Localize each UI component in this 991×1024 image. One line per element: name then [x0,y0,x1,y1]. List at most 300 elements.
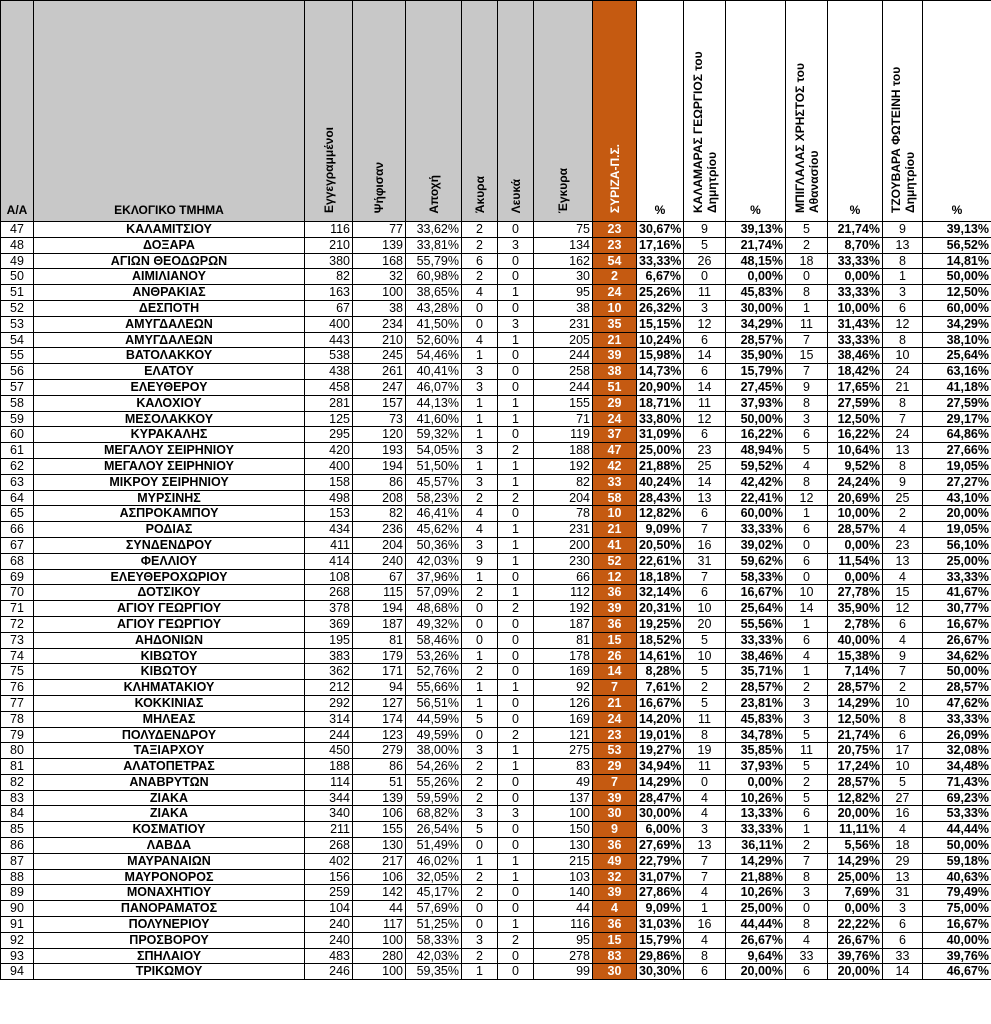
row-apoxi: 38,00% [406,743,462,759]
row-apoxi: 59,32% [406,427,462,443]
row-syriza-pct: 14,61% [637,648,684,664]
table-row [1,869,991,885]
row-cand2-pct: 17,24% [828,759,883,775]
row-leuka: 1 [498,743,534,759]
row-cand2-pct: 8,70% [828,237,883,253]
row-egkyra: 82 [534,474,593,490]
row-eggegrammenoi: 268 [305,585,353,601]
row-cand1: 9 [684,222,726,238]
row-cand3: 1 [883,269,923,285]
row-akyra: 1 [462,569,498,585]
row-apoxi: 52,76% [406,664,462,680]
row-aa: 71 [1,601,34,617]
table-row [1,253,991,269]
row-tmima: ΜΕΓΑΛΟΥ ΣΕΙΡΗΝΙΟΥ [34,458,305,474]
row-syriza: 15 [593,632,637,648]
row-cand2-pct: 12,50% [828,411,883,427]
row-cand2: 0 [786,569,828,585]
row-cand3: 6 [883,917,923,933]
row-eggegrammenoi: 314 [305,711,353,727]
row-aa: 56 [1,364,34,380]
row-leuka: 0 [498,822,534,838]
row-cand1-pct: 14,29% [726,853,786,869]
row-cand2: 3 [786,885,828,901]
row-leuka: 0 [498,427,534,443]
row-leuka: 0 [498,222,534,238]
row-syriza-pct: 8,28% [637,664,684,680]
row-syriza-pct: 31,07% [637,869,684,885]
row-leuka: 1 [498,537,534,553]
row-cand2: 33 [786,948,828,964]
row-cand3: 21 [883,379,923,395]
row-cand1-pct: 34,29% [726,316,786,332]
row-syriza-pct: 19,25% [637,616,684,632]
row-cand3-pct: 27,27% [923,474,991,490]
row-aa: 94 [1,964,34,980]
row-cand2: 2 [786,774,828,790]
row-syriza-pct: 20,50% [637,537,684,553]
row-apoxi: 44,13% [406,395,462,411]
row-cand1-pct: 48,94% [726,443,786,459]
row-aa: 76 [1,680,34,696]
row-akyra: 2 [462,774,498,790]
table-row [1,601,991,617]
row-akyra: 2 [462,585,498,601]
row-egkyra: 49 [534,774,593,790]
row-aa: 85 [1,822,34,838]
row-eggegrammenoi: 125 [305,411,353,427]
row-apoxi: 59,59% [406,790,462,806]
row-egkyra: 192 [534,601,593,617]
row-cand2: 6 [786,632,828,648]
row-apoxi: 54,46% [406,348,462,364]
row-cand3-pct: 41,67% [923,585,991,601]
row-eggegrammenoi: 246 [305,964,353,980]
row-cand2-pct: 7,14% [828,664,883,680]
row-cand1-pct: 59,52% [726,458,786,474]
row-tmima: ΖΙΑΚΑ [34,790,305,806]
row-cand1-pct: 35,85% [726,743,786,759]
row-cand3-pct: 25,64% [923,348,991,364]
row-apoxi: 68,82% [406,806,462,822]
row-tmima: ΑΝΑΒΡΥΤΩΝ [34,774,305,790]
row-syriza: 51 [593,379,637,395]
row-eggegrammenoi: 402 [305,853,353,869]
row-cand2-pct: 10,00% [828,300,883,316]
row-cand2: 8 [786,285,828,301]
row-cand1-pct: 37,93% [726,759,786,775]
row-syriza-pct: 18,18% [637,569,684,585]
row-syriza-pct: 32,14% [637,585,684,601]
row-aa: 82 [1,774,34,790]
row-cand1-pct: 23,81% [726,695,786,711]
row-eggegrammenoi: 362 [305,664,353,680]
row-egkyra: 100 [534,806,593,822]
row-cand2: 4 [786,648,828,664]
row-cand2: 11 [786,743,828,759]
row-cand3: 8 [883,332,923,348]
row-cand1: 4 [684,932,726,948]
row-aa: 52 [1,300,34,316]
header-psifisan: Ψήφισαν [353,1,406,222]
row-cand3-pct: 69,23% [923,790,991,806]
row-syriza: 24 [593,285,637,301]
row-cand1-pct: 37,93% [726,395,786,411]
row-psifisan: 261 [353,364,406,380]
row-syriza: 58 [593,490,637,506]
row-tmima: ΚΑΛΟΧΙΟΥ [34,395,305,411]
header-cand1: ΚΑΛΑΜΑΡΑΣ ΓΕΩΡΓΙΟΣ του Δημητρίου [684,1,726,222]
table-row [1,364,991,380]
row-cand3: 6 [883,616,923,632]
row-cand1: 11 [684,711,726,727]
header-cand3: ΤΖΟΥΒΑΡΑ ΦΩΤΕΙΝΗ του Δημητρίου [883,1,923,222]
row-cand1: 6 [684,506,726,522]
row-cand2: 6 [786,553,828,569]
row-egkyra: 192 [534,458,593,474]
table-row [1,443,991,459]
row-apoxi: 54,05% [406,443,462,459]
row-cand1: 4 [684,806,726,822]
row-aa: 72 [1,616,34,632]
row-apoxi: 40,41% [406,364,462,380]
row-egkyra: 116 [534,917,593,933]
row-apoxi: 46,07% [406,379,462,395]
row-cand3: 29 [883,853,923,869]
row-eggegrammenoi: 369 [305,616,353,632]
table-row [1,790,991,806]
row-egkyra: 244 [534,348,593,364]
row-syriza: 39 [593,885,637,901]
row-cand3: 33 [883,948,923,964]
table-row [1,948,991,964]
row-syriza-pct: 40,24% [637,474,684,490]
row-syriza: 36 [593,838,637,854]
row-eggegrammenoi: 210 [305,237,353,253]
row-akyra: 1 [462,853,498,869]
row-cand1: 6 [684,427,726,443]
row-egkyra: 200 [534,537,593,553]
row-cand2-pct: 15,38% [828,648,883,664]
row-psifisan: 245 [353,348,406,364]
row-leuka: 1 [498,585,534,601]
table-row [1,885,991,901]
row-cand2-pct: 20,69% [828,490,883,506]
row-akyra: 0 [462,300,498,316]
row-tmima: ΜΕΓΑΛΟΥ ΣΕΙΡΗΝΙΟΥ [34,443,305,459]
row-tmima: ΕΛΑΤΟΥ [34,364,305,380]
table-row [1,379,991,395]
row-eggegrammenoi: 268 [305,838,353,854]
row-syriza: 14 [593,664,637,680]
row-apoxi: 55,26% [406,774,462,790]
table-row [1,711,991,727]
row-cand2-pct: 20,00% [828,806,883,822]
row-syriza: 83 [593,948,637,964]
row-cand3-pct: 20,00% [923,506,991,522]
row-akyra: 0 [462,727,498,743]
row-aa: 58 [1,395,34,411]
row-cand3: 24 [883,364,923,380]
row-syriza: 29 [593,395,637,411]
row-aa: 60 [1,427,34,443]
table-row [1,648,991,664]
row-psifisan: 81 [353,632,406,648]
row-akyra: 3 [462,932,498,948]
row-cand3-pct: 26,09% [923,727,991,743]
row-apoxi: 58,46% [406,632,462,648]
table-row [1,474,991,490]
row-tmima: ΠΟΛΥΔΕΝΔΡΟΥ [34,727,305,743]
row-syriza: 23 [593,237,637,253]
row-aa: 83 [1,790,34,806]
row-syriza: 49 [593,853,637,869]
row-psifisan: 130 [353,838,406,854]
row-syriza: 29 [593,759,637,775]
row-cand3-pct: 43,10% [923,490,991,506]
row-leuka: 1 [498,474,534,490]
table-row [1,506,991,522]
row-cand1: 5 [684,237,726,253]
row-cand3-pct: 30,77% [923,601,991,617]
row-aa: 50 [1,269,34,285]
row-syriza-pct: 19,27% [637,743,684,759]
row-aa: 48 [1,237,34,253]
row-cand3-pct: 60,00% [923,300,991,316]
table-row [1,917,991,933]
row-cand1-pct: 22,41% [726,490,786,506]
row-cand1-pct: 33,33% [726,822,786,838]
row-psifisan: 236 [353,522,406,538]
row-cand2-pct: 28,57% [828,774,883,790]
row-cand1-pct: 15,79% [726,364,786,380]
row-syriza-pct: 25,26% [637,285,684,301]
row-syriza: 7 [593,774,637,790]
row-cand2-pct: 40,00% [828,632,883,648]
row-eggegrammenoi: 195 [305,632,353,648]
row-aa: 51 [1,285,34,301]
row-cand3: 16 [883,806,923,822]
row-aa: 55 [1,348,34,364]
row-apoxi: 46,02% [406,853,462,869]
row-eggegrammenoi: 483 [305,948,353,964]
row-cand3-pct: 33,33% [923,569,991,585]
row-aa: 66 [1,522,34,538]
row-cand1: 4 [684,790,726,806]
row-syriza: 10 [593,506,637,522]
row-akyra: 0 [462,901,498,917]
row-egkyra: 75 [534,222,593,238]
row-syriza: 39 [593,790,637,806]
row-cand1-pct: 28,57% [726,332,786,348]
row-eggegrammenoi: 116 [305,222,353,238]
row-cand1-pct: 60,00% [726,506,786,522]
row-apoxi: 57,69% [406,901,462,917]
row-cand3: 8 [883,253,923,269]
row-cand1: 7 [684,869,726,885]
row-psifisan: 100 [353,285,406,301]
row-syriza: 24 [593,411,637,427]
row-aa: 74 [1,648,34,664]
row-syriza-pct: 14,73% [637,364,684,380]
row-akyra: 0 [462,316,498,332]
row-cand3: 9 [883,474,923,490]
row-tmima: ΚΥΡΑΚΑΛΗΣ [34,427,305,443]
row-cand2-pct: 18,42% [828,364,883,380]
header-akyra: Άκυρα [462,1,498,222]
row-aa: 79 [1,727,34,743]
row-cand1: 11 [684,285,726,301]
row-cand1: 5 [684,632,726,648]
row-cand2-pct: 28,57% [828,680,883,696]
row-cand3: 9 [883,648,923,664]
table-row [1,569,991,585]
row-cand1-pct: 20,00% [726,964,786,980]
row-cand2-pct: 28,57% [828,522,883,538]
row-psifisan: 187 [353,616,406,632]
row-cand1: 16 [684,917,726,933]
row-eggegrammenoi: 383 [305,648,353,664]
row-cand2: 1 [786,822,828,838]
row-cand3-pct: 38,10% [923,332,991,348]
row-cand1-pct: 45,83% [726,285,786,301]
row-akyra: 3 [462,379,498,395]
row-eggegrammenoi: 259 [305,885,353,901]
row-cand3-pct: 32,08% [923,743,991,759]
row-egkyra: 230 [534,553,593,569]
row-tmima: ΑΜΥΓΔΑΛΕΩΝ [34,332,305,348]
row-egkyra: 231 [534,316,593,332]
row-cand2: 5 [786,222,828,238]
row-syriza: 15 [593,932,637,948]
row-cand2-pct: 11,54% [828,553,883,569]
row-syriza-pct: 14,20% [637,711,684,727]
row-eggegrammenoi: 67 [305,300,353,316]
row-akyra: 1 [462,458,498,474]
row-cand2: 2 [786,838,828,854]
row-akyra: 2 [462,869,498,885]
row-egkyra: 119 [534,427,593,443]
row-leuka: 2 [498,490,534,506]
row-akyra: 0 [462,601,498,617]
table-row [1,853,991,869]
row-tmima: ΣΥΝΔΕΝΔΡΟΥ [34,537,305,553]
row-leuka: 0 [498,616,534,632]
row-apoxi: 55,66% [406,680,462,696]
row-syriza-pct: 29,86% [637,948,684,964]
row-cand3-pct: 34,62% [923,648,991,664]
row-aa: 68 [1,553,34,569]
row-cand1: 0 [684,269,726,285]
row-tmima: ΕΛΕΥΘΕΡΟΧΩΡΙΟΥ [34,569,305,585]
row-cand1: 10 [684,601,726,617]
row-akyra: 0 [462,917,498,933]
row-cand2-pct: 10,00% [828,506,883,522]
row-cand3: 25 [883,490,923,506]
row-apoxi: 33,62% [406,222,462,238]
row-cand1-pct: 10,26% [726,790,786,806]
row-akyra: 2 [462,790,498,806]
row-cand3-pct: 46,67% [923,964,991,980]
row-leuka: 0 [498,774,534,790]
row-leuka: 0 [498,506,534,522]
row-egkyra: 92 [534,680,593,696]
row-eggegrammenoi: 400 [305,316,353,332]
row-cand2: 18 [786,253,828,269]
table-row [1,285,991,301]
row-psifisan: 279 [353,743,406,759]
row-cand1: 10 [684,648,726,664]
row-cand1-pct: 44,44% [726,917,786,933]
row-eggegrammenoi: 108 [305,569,353,585]
row-syriza-pct: 25,00% [637,443,684,459]
row-cand2: 5 [786,790,828,806]
row-leuka: 2 [498,727,534,743]
row-tmima: ΚΙΒΩΤΟΥ [34,664,305,680]
row-psifisan: 115 [353,585,406,601]
row-psifisan: 171 [353,664,406,680]
row-cand1: 12 [684,411,726,427]
row-psifisan: 234 [353,316,406,332]
row-cand2: 8 [786,395,828,411]
table-row [1,964,991,980]
row-cand2: 6 [786,522,828,538]
row-cand2-pct: 16,22% [828,427,883,443]
row-cand2-pct: 12,82% [828,790,883,806]
row-tmima: ΠΡΟΣΒΟΡΟΥ [34,932,305,948]
row-egkyra: 187 [534,616,593,632]
row-tmima: ΑΙΜΙΛΙΑΝΟΥ [34,269,305,285]
row-cand3-pct: 63,16% [923,364,991,380]
row-cand1: 25 [684,458,726,474]
header-cand1-pct: % [726,1,786,222]
row-leuka: 2 [498,601,534,617]
row-akyra: 1 [462,427,498,443]
row-leuka: 0 [498,348,534,364]
row-syriza-pct: 27,69% [637,838,684,854]
row-cand3-pct: 26,67% [923,632,991,648]
row-cand1-pct: 34,78% [726,727,786,743]
row-leuka: 0 [498,300,534,316]
row-psifisan: 240 [353,553,406,569]
row-egkyra: 278 [534,948,593,964]
row-eggegrammenoi: 344 [305,790,353,806]
row-aa: 92 [1,932,34,948]
row-leuka: 2 [498,443,534,459]
row-apoxi: 41,50% [406,316,462,332]
row-syriza: 9 [593,822,637,838]
row-apoxi: 37,96% [406,569,462,585]
row-psifisan: 73 [353,411,406,427]
row-tmima: ΖΙΑΚΑ [34,806,305,822]
row-cand3: 13 [883,443,923,459]
row-egkyra: 155 [534,395,593,411]
row-egkyra: 140 [534,885,593,901]
row-apoxi: 45,62% [406,522,462,538]
row-akyra: 2 [462,885,498,901]
row-syriza: 10 [593,300,637,316]
row-cand1: 6 [684,585,726,601]
row-cand1-pct: 42,42% [726,474,786,490]
row-cand1: 6 [684,364,726,380]
row-syriza-pct: 9,09% [637,901,684,917]
row-cand3-pct: 79,49% [923,885,991,901]
row-syriza: 42 [593,458,637,474]
row-apoxi: 51,49% [406,838,462,854]
row-cand3-pct: 50,00% [923,664,991,680]
row-syriza: 21 [593,332,637,348]
row-apoxi: 42,03% [406,948,462,964]
